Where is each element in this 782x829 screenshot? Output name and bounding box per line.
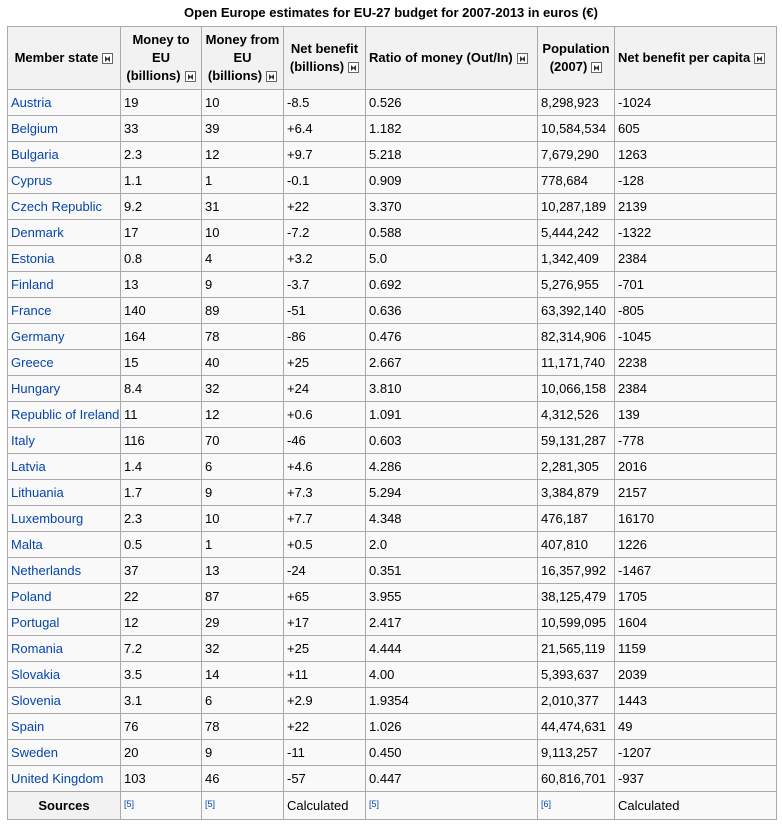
member-state-link[interactable]: Romania bbox=[11, 641, 64, 656]
member-state-link[interactable]: Germany bbox=[11, 329, 65, 344]
table-cell: 2157 bbox=[615, 480, 777, 506]
table-cell: 2139 bbox=[615, 194, 777, 220]
table-cell: 78 bbox=[202, 324, 284, 350]
table-cell: +6.4 bbox=[284, 116, 366, 142]
table-cell: 5.218 bbox=[366, 142, 538, 168]
member-state-link[interactable]: Belgium bbox=[11, 121, 58, 136]
table-cell: 4 bbox=[202, 246, 284, 272]
table-cell: 1 bbox=[202, 168, 284, 194]
table-cell: 12 bbox=[202, 402, 284, 428]
table-cell: 39 bbox=[202, 116, 284, 142]
column-header-label: Net benefit (billions) bbox=[289, 41, 359, 74]
member-state-cell bbox=[8, 480, 121, 506]
member-state-link[interactable]: Greece bbox=[11, 355, 54, 370]
member-state-cell bbox=[8, 766, 121, 792]
member-state-cell bbox=[8, 142, 121, 168]
table-cell: 33 bbox=[121, 116, 202, 142]
member-state-cell bbox=[8, 428, 121, 454]
member-state-cell bbox=[8, 298, 121, 324]
source-cell bbox=[366, 792, 538, 820]
table-cell: 4.286 bbox=[366, 454, 538, 480]
table-cell: 44,474,631 bbox=[538, 714, 615, 740]
table-cell: 9,113,257 bbox=[538, 740, 615, 766]
table-cell: 82,314,906 bbox=[538, 324, 615, 350]
reference-link[interactable]: [5] bbox=[369, 799, 380, 809]
table-cell: 0.8 bbox=[121, 246, 202, 272]
table-cell: 0.909 bbox=[366, 168, 538, 194]
header-row bbox=[8, 27, 777, 90]
table-cell: 0.588 bbox=[366, 220, 538, 246]
table-row bbox=[8, 766, 777, 792]
table-cell: 1604 bbox=[615, 610, 777, 636]
table-cell: 78 bbox=[202, 714, 284, 740]
table-cell: 0.526 bbox=[366, 90, 538, 116]
table-cell: 38,125,479 bbox=[538, 584, 615, 610]
table-cell: -8.5 bbox=[284, 90, 366, 116]
table-cell: 5.0 bbox=[366, 246, 538, 272]
table-cell: -24 bbox=[284, 558, 366, 584]
table-cell: 1.182 bbox=[366, 116, 538, 142]
table-row bbox=[8, 246, 777, 272]
table-cell: 139 bbox=[615, 402, 777, 428]
member-state-link[interactable]: Republic of Ireland bbox=[11, 407, 120, 422]
member-state-link[interactable]: Denmark bbox=[11, 225, 64, 240]
table-cell: 2384 bbox=[615, 376, 777, 402]
table-cell: -7.2 bbox=[284, 220, 366, 246]
reference-link[interactable]: [5] bbox=[205, 799, 216, 809]
sort-toggle-icon[interactable] bbox=[185, 71, 196, 82]
member-state-link[interactable]: Malta bbox=[11, 537, 43, 552]
member-state-link[interactable]: Austria bbox=[11, 95, 52, 110]
member-state-link[interactable]: France bbox=[11, 303, 52, 318]
table-cell: 63,392,140 bbox=[538, 298, 615, 324]
sort-toggle-icon[interactable] bbox=[102, 53, 113, 64]
table-row bbox=[8, 428, 777, 454]
table-cell: 7,679,290 bbox=[538, 142, 615, 168]
table-row bbox=[8, 610, 777, 636]
table-cell: -778 bbox=[615, 428, 777, 454]
table-cell: 0.603 bbox=[366, 428, 538, 454]
table-cell: 407,810 bbox=[538, 532, 615, 558]
table-cell: -0.1 bbox=[284, 168, 366, 194]
table-cell: 2.417 bbox=[366, 610, 538, 636]
table-cell: 1443 bbox=[615, 688, 777, 714]
table-cell: 2.0 bbox=[366, 532, 538, 558]
table-cell: 10 bbox=[202, 506, 284, 532]
table-cell: +22 bbox=[284, 714, 366, 740]
table-row bbox=[8, 116, 777, 142]
table-cell: 12 bbox=[202, 142, 284, 168]
table-cell: 11 bbox=[121, 402, 202, 428]
member-state-link[interactable]: Lithuania bbox=[11, 485, 64, 500]
table-cell: 4.444 bbox=[366, 636, 538, 662]
table-cell: 10 bbox=[202, 90, 284, 116]
table-cell: 8,298,923 bbox=[538, 90, 615, 116]
table-cell: 17 bbox=[121, 220, 202, 246]
table-cell: 1705 bbox=[615, 584, 777, 610]
table-cell: 9 bbox=[202, 272, 284, 298]
table-cell: +11 bbox=[284, 662, 366, 688]
table-cell: 476,187 bbox=[538, 506, 615, 532]
table-cell: -1322 bbox=[615, 220, 777, 246]
member-state-cell bbox=[8, 168, 121, 194]
table-row bbox=[8, 168, 777, 194]
table-row bbox=[8, 740, 777, 766]
table-cell: 1226 bbox=[615, 532, 777, 558]
column-header-label: Net benefit per capita bbox=[618, 50, 751, 65]
column-header-label: Population (2007) bbox=[542, 41, 610, 74]
source-cell bbox=[202, 792, 284, 820]
member-state-link[interactable]: Sweden bbox=[11, 745, 58, 760]
table-cell: 9 bbox=[202, 480, 284, 506]
table-cell: +7.7 bbox=[284, 506, 366, 532]
table-row bbox=[8, 142, 777, 168]
table-cell: 3.810 bbox=[366, 376, 538, 402]
reference-link[interactable]: [6] bbox=[541, 799, 552, 809]
sort-toggle-icon[interactable] bbox=[266, 71, 277, 82]
table-cell: -805 bbox=[615, 298, 777, 324]
member-state-link[interactable]: Poland bbox=[11, 589, 52, 604]
table-cell: 1263 bbox=[615, 142, 777, 168]
column-header-5 bbox=[366, 27, 538, 90]
source-cell bbox=[121, 792, 202, 820]
table-cell: 31 bbox=[202, 194, 284, 220]
table-cell: 70 bbox=[202, 428, 284, 454]
table-cell: 1 bbox=[202, 532, 284, 558]
table-row bbox=[8, 480, 777, 506]
table-cell: 2384 bbox=[615, 246, 777, 272]
table-cell: 8.4 bbox=[121, 376, 202, 402]
table-cell: 6 bbox=[202, 688, 284, 714]
table-cell: -57 bbox=[284, 766, 366, 792]
table-cell: 2,281,305 bbox=[538, 454, 615, 480]
member-state-cell bbox=[8, 116, 121, 142]
member-state-link[interactable]: United Kingdom bbox=[11, 771, 104, 786]
member-state-cell bbox=[8, 662, 121, 688]
member-state-cell bbox=[8, 558, 121, 584]
table-cell: 3.5 bbox=[121, 662, 202, 688]
table-cell: 2.667 bbox=[366, 350, 538, 376]
table-row bbox=[8, 558, 777, 584]
table-cell: 1.026 bbox=[366, 714, 538, 740]
sort-toggle-icon[interactable] bbox=[754, 53, 765, 64]
table-cell: 0.351 bbox=[366, 558, 538, 584]
table-caption: Open Europe estimates for EU-27 budget for 2007-2013 in euros (€) bbox=[184, 5, 598, 20]
table-cell: 164 bbox=[121, 324, 202, 350]
table-cell: 2.3 bbox=[121, 506, 202, 532]
member-state-cell bbox=[8, 688, 121, 714]
table-cell: +4.6 bbox=[284, 454, 366, 480]
table-cell: 15 bbox=[121, 350, 202, 376]
table-cell: +2.9 bbox=[284, 688, 366, 714]
table-cell: 5,393,637 bbox=[538, 662, 615, 688]
table-row bbox=[8, 662, 777, 688]
table-cell: +7.3 bbox=[284, 480, 366, 506]
table-row bbox=[8, 220, 777, 246]
column-header-label: Ratio of money (Out/In) bbox=[369, 50, 513, 65]
table-cell: 10,599,095 bbox=[538, 610, 615, 636]
table-cell: 37 bbox=[121, 558, 202, 584]
table-cell: 4.00 bbox=[366, 662, 538, 688]
table-cell: -1467 bbox=[615, 558, 777, 584]
table-cell: -1207 bbox=[615, 740, 777, 766]
member-state-link[interactable]: Italy bbox=[11, 433, 35, 448]
member-state-cell bbox=[8, 584, 121, 610]
table-row bbox=[8, 272, 777, 298]
table-cell: 1,342,409 bbox=[538, 246, 615, 272]
table-cell: 9 bbox=[202, 740, 284, 766]
table-cell: 3,384,879 bbox=[538, 480, 615, 506]
table-cell: 4.348 bbox=[366, 506, 538, 532]
table-cell: 16170 bbox=[615, 506, 777, 532]
member-state-cell bbox=[8, 90, 121, 116]
table-cell: 10 bbox=[202, 220, 284, 246]
table-cell: 32 bbox=[202, 376, 284, 402]
table-cell: 10,584,534 bbox=[538, 116, 615, 142]
table-cell: 1159 bbox=[615, 636, 777, 662]
member-state-link[interactable]: Spain bbox=[11, 719, 45, 734]
table-cell: -51 bbox=[284, 298, 366, 324]
table-cell: 10,066,158 bbox=[538, 376, 615, 402]
member-state-link[interactable]: Slovenia bbox=[11, 693, 61, 708]
table-row bbox=[8, 376, 777, 402]
member-state-cell bbox=[8, 454, 121, 480]
table-cell: +0.6 bbox=[284, 402, 366, 428]
table-cell: +9.7 bbox=[284, 142, 366, 168]
table-cell: -1024 bbox=[615, 90, 777, 116]
table-cell: -1045 bbox=[615, 324, 777, 350]
column-header-7 bbox=[615, 27, 777, 90]
member-state-cell bbox=[8, 350, 121, 376]
table-cell: 60,816,701 bbox=[538, 766, 615, 792]
sort-toggle-icon[interactable] bbox=[517, 53, 528, 64]
table-cell: +25 bbox=[284, 350, 366, 376]
table-cell: 40 bbox=[202, 350, 284, 376]
table-cell: -128 bbox=[615, 168, 777, 194]
sources-row bbox=[8, 792, 777, 820]
table-cell: 10,287,189 bbox=[538, 194, 615, 220]
table-row bbox=[8, 324, 777, 350]
reference-link[interactable]: [5] bbox=[124, 799, 135, 809]
table-header bbox=[8, 27, 777, 90]
table-cell: 4,312,526 bbox=[538, 402, 615, 428]
member-state-cell bbox=[8, 636, 121, 662]
table-row bbox=[8, 714, 777, 740]
member-state-cell bbox=[8, 324, 121, 350]
source-cell: Calculated bbox=[284, 792, 366, 820]
member-state-link[interactable]: Portugal bbox=[11, 615, 60, 630]
member-state-link[interactable]: Luxembourg bbox=[11, 511, 84, 526]
table-cell: -46 bbox=[284, 428, 366, 454]
table-cell: 0.692 bbox=[366, 272, 538, 298]
table-cell: 89 bbox=[202, 298, 284, 324]
table-cell: 59,131,287 bbox=[538, 428, 615, 454]
table-cell: 13 bbox=[121, 272, 202, 298]
table-cell: 11,171,740 bbox=[538, 350, 615, 376]
sort-toggle-icon[interactable] bbox=[591, 62, 602, 73]
table-cell: 1.4 bbox=[121, 454, 202, 480]
table-cell: 49 bbox=[615, 714, 777, 740]
member-state-link[interactable]: Finland bbox=[11, 277, 54, 292]
table-cell: -3.7 bbox=[284, 272, 366, 298]
table-body bbox=[8, 90, 777, 820]
table-cell: 14 bbox=[202, 662, 284, 688]
table-cell: +17 bbox=[284, 610, 366, 636]
table-cell: +3.2 bbox=[284, 246, 366, 272]
member-state-link[interactable]: Bulgaria bbox=[11, 147, 59, 162]
member-state-cell bbox=[8, 220, 121, 246]
sort-toggle-icon[interactable] bbox=[348, 62, 359, 73]
member-state-link[interactable]: Netherlands bbox=[11, 563, 82, 578]
member-state-link[interactable]: Latvia bbox=[11, 459, 46, 474]
table-cell: 0.476 bbox=[366, 324, 538, 350]
sources-label: Sources bbox=[8, 792, 121, 820]
table-row bbox=[8, 298, 777, 324]
member-state-cell bbox=[8, 376, 121, 402]
source-cell bbox=[538, 792, 615, 820]
member-state-cell bbox=[8, 272, 121, 298]
member-state-link[interactable]: Czech Republic bbox=[11, 199, 103, 214]
table-row bbox=[8, 402, 777, 428]
table-cell: -937 bbox=[615, 766, 777, 792]
member-state-cell bbox=[8, 402, 121, 428]
table-cell: 76 bbox=[121, 714, 202, 740]
table-cell: +25 bbox=[284, 636, 366, 662]
table-cell: 19 bbox=[121, 90, 202, 116]
table-row bbox=[8, 584, 777, 610]
table-cell: 0.5 bbox=[121, 532, 202, 558]
column-header-1 bbox=[8, 27, 121, 90]
table-cell: 5,444,242 bbox=[538, 220, 615, 246]
table-cell: 6 bbox=[202, 454, 284, 480]
column-header-2 bbox=[121, 27, 202, 90]
table-cell: 5.294 bbox=[366, 480, 538, 506]
member-state-link[interactable]: Slovakia bbox=[11, 667, 61, 682]
table-cell: 605 bbox=[615, 116, 777, 142]
table-cell: 2238 bbox=[615, 350, 777, 376]
table-cell: 46 bbox=[202, 766, 284, 792]
table-cell: -701 bbox=[615, 272, 777, 298]
table-cell: 0.450 bbox=[366, 740, 538, 766]
table-cell: 1.091 bbox=[366, 402, 538, 428]
column-header-3 bbox=[202, 27, 284, 90]
member-state-cell bbox=[8, 740, 121, 766]
table-cell: +22 bbox=[284, 194, 366, 220]
table-cell: 1.1 bbox=[121, 168, 202, 194]
table-row bbox=[8, 636, 777, 662]
column-header-label: Member state bbox=[14, 50, 99, 65]
table-row bbox=[8, 688, 777, 714]
member-state-link[interactable]: Cyprus bbox=[11, 173, 53, 188]
table-cell: 5,276,955 bbox=[538, 272, 615, 298]
table-cell: 2039 bbox=[615, 662, 777, 688]
table-cell: -11 bbox=[284, 740, 366, 766]
table-cell: +65 bbox=[284, 584, 366, 610]
table-cell: 2.3 bbox=[121, 142, 202, 168]
member-state-link[interactable]: Hungary bbox=[11, 381, 61, 396]
table-cell: 12 bbox=[121, 610, 202, 636]
eu-budget-table bbox=[7, 26, 777, 820]
table-cell: 87 bbox=[202, 584, 284, 610]
table-cell: 16,357,992 bbox=[538, 558, 615, 584]
member-state-link[interactable]: Estonia bbox=[11, 251, 55, 266]
table-row bbox=[8, 506, 777, 532]
table-row bbox=[8, 454, 777, 480]
table-cell: -86 bbox=[284, 324, 366, 350]
table-cell: 29 bbox=[202, 610, 284, 636]
table-cell: 2,010,377 bbox=[538, 688, 615, 714]
table-cell: +24 bbox=[284, 376, 366, 402]
table-cell: 116 bbox=[121, 428, 202, 454]
table-cell: 3.955 bbox=[366, 584, 538, 610]
table-row bbox=[8, 350, 777, 376]
table-cell: 140 bbox=[121, 298, 202, 324]
table-cell: 21,565,119 bbox=[538, 636, 615, 662]
column-header-6 bbox=[538, 27, 615, 90]
table-cell: +0.5 bbox=[284, 532, 366, 558]
table-cell: 2016 bbox=[615, 454, 777, 480]
source-cell: Calculated bbox=[615, 792, 777, 820]
table-cell: 0.447 bbox=[366, 766, 538, 792]
column-header-4 bbox=[284, 27, 366, 90]
column-header-label: Money from EU (billions) bbox=[205, 32, 280, 83]
table-cell: 22 bbox=[121, 584, 202, 610]
member-state-cell bbox=[8, 714, 121, 740]
member-state-cell bbox=[8, 610, 121, 636]
column-header-label: Money to EU (billions) bbox=[126, 32, 190, 83]
member-state-cell bbox=[8, 506, 121, 532]
table-cell: 0.636 bbox=[366, 298, 538, 324]
table-cell: 32 bbox=[202, 636, 284, 662]
table-cell: 1.9354 bbox=[366, 688, 538, 714]
table-cell: 20 bbox=[121, 740, 202, 766]
table-cell: 3.1 bbox=[121, 688, 202, 714]
table-cell: 7.2 bbox=[121, 636, 202, 662]
member-state-cell bbox=[8, 532, 121, 558]
table-cell: 3.370 bbox=[366, 194, 538, 220]
table-cell: 1.7 bbox=[121, 480, 202, 506]
table-cell: 9.2 bbox=[121, 194, 202, 220]
table-row bbox=[8, 194, 777, 220]
table-row bbox=[8, 90, 777, 116]
table-row bbox=[8, 532, 777, 558]
member-state-cell bbox=[8, 246, 121, 272]
member-state-cell bbox=[8, 194, 121, 220]
table-cell: 778,684 bbox=[538, 168, 615, 194]
table-cell: 13 bbox=[202, 558, 284, 584]
table-cell: 103 bbox=[121, 766, 202, 792]
